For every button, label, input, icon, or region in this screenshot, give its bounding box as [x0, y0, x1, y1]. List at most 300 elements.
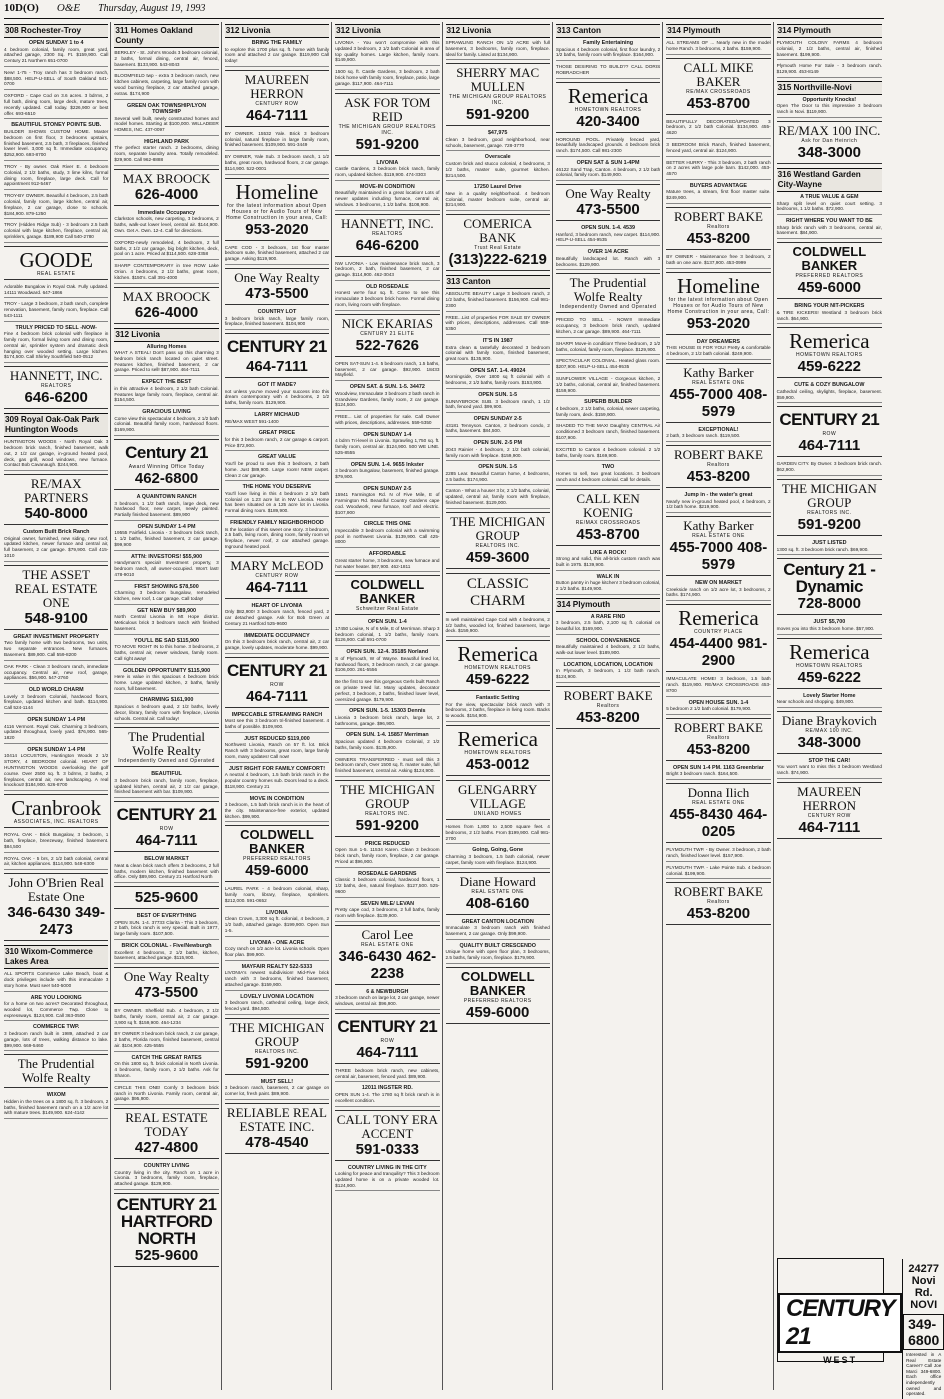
ad-body: Classic 3 bedroom colonial, hardwood floors, 1 1/2 baths, den, natural fireplace. $127,500. 525-9600: [335, 877, 440, 894]
ad-body: FREE... List of properties for sale. Call Owner with prices, descriptions, addresses. 559-5350: [335, 414, 440, 425]
ad-body: TROY-BY OWNER. Beautiful 4 bedroom, 2.5 bath colonial, family room, large kitchen, central air, fireplace, 2 car garage, close to schools. $184,900. 879-1250: [4, 193, 109, 216]
realtor-logo-block: [666, 445, 770, 488]
realtor-logo-block: [114, 287, 218, 324]
classified-ad: [446, 40, 550, 60]
realtor-name: Kathy Barker: [683, 518, 754, 534]
classified-ad: [556, 464, 660, 485]
ad-headline: Overscale: [484, 154, 511, 161]
realtor-name: CALL MIKE BAKER: [683, 59, 754, 89]
ad-headline: LOCATION, LOCATION, LOCATION: [563, 661, 653, 668]
ad-body: BY OWNER. Sheffield Sub. 4 bedroom, 2 1/2 baths, family room, central air, 2 car garage. 3,900 sq ft. $159,900. 464-1234: [114, 1008, 219, 1025]
realtor-logo-block: [335, 314, 439, 357]
ad-body: THIS HOUSE IS FOR YOU! Pretty & comfortable 4 bedroom, 2 1/2 bath colonial. $249,900.: [666, 345, 771, 356]
ad-body: 4 bedroom, 2 1/2 baths, colonial, newer carpeting, family room, deck. $159,900.: [555, 405, 661, 417]
classified-ad: [666, 183, 770, 204]
realtor-phone: 453-8700: [686, 94, 751, 112]
ad-headline: LIVONIA - ONE ACRE: [249, 939, 305, 946]
classified-ad: [335, 160, 439, 181]
classified-ad: [114, 103, 218, 136]
realtor-phone: 453-8200: [576, 708, 640, 726]
classified-ad: [225, 603, 329, 630]
ad-headline: TRULY PRICED TO SELL -NOW-: [15, 324, 97, 331]
column-8: [777, 22, 884, 1390]
realtor-name: ROBERT BAKE: [673, 884, 763, 900]
ad-body: Canton - What a house! 3 br, 2 1/2 baths, colonial, updated, central air, family room with fireplace, finished basement. $129,000.: [445, 488, 550, 505]
realtor-name: THE ASSET REAL ESTATE ONE: [14, 566, 98, 610]
classified-ad: [335, 414, 439, 429]
realtor-tagline: HOMETOWN REALTORS: [574, 106, 642, 113]
realtor-logo-block: [114, 169, 218, 206]
ad-body: IMMACULATE HOME! 3 bedroom, 1.5 bath ranch. $119,900. RE/MAX CROSSROADS 453-8700: [666, 676, 771, 693]
classified-ad: [556, 225, 660, 246]
ad-headline: NEW ON MARKET: [695, 580, 742, 587]
classified-ad: [666, 700, 770, 715]
ad-body: OPEN SUN 1-4. The 1780 sq ft brick ranch is in excellent condition.: [335, 1091, 440, 1103]
ad-body: ABSOLUTE BEAUTY Large 3 bedroom ranch, 2 1/2 baths, finished basement. $156,900. Call 981-2300: [445, 291, 550, 308]
ad-headline: MOVE-IN CONDITION: [359, 183, 415, 190]
ad-headline: OLD ROSEDALE: [365, 283, 409, 290]
realtor-logo-block: [114, 886, 218, 909]
realtor-logo-block: [4, 565, 108, 630]
ad-headline: BELOW MARKET: [144, 856, 189, 863]
ad-body: 3 bedroom, 1 1/2 bath ranch, large deck, new hardwood floor, new carpet, newly painted. Partially finished basement. $89,900: [114, 500, 219, 518]
classified-ad: [777, 40, 882, 60]
realtor-name: The Prudential Wolfe Realty: [128, 729, 206, 759]
realtor-name: COLDWELL BANKER: [350, 577, 425, 607]
ad-body: Come view this spectacular 4 bedroom, 2 1/2 bath colonial. Beautiful family room, hardwood floors. $169,900.: [114, 415, 219, 433]
classified-ad: [4, 122, 108, 160]
realtor-logo-block: [225, 556, 329, 599]
realtor-tagline: HOMETOWN REALTORS: [796, 352, 863, 359]
realtor-logo-block: [225, 70, 329, 127]
realtor-name: Cranbrook: [11, 796, 102, 821]
realtor-phone: 464-7111: [246, 358, 308, 376]
classified-ad: [777, 303, 882, 324]
realtor-logo-block: [556, 686, 660, 729]
classified-ad: [666, 40, 770, 55]
ad-body: OPEN SAT-SUN 1-4. 5 bedroom ranch, 1.5 baths, basement, 2 car garage. $92,900. 18433 Mayfield.: [335, 360, 440, 378]
classified-ad: [446, 338, 550, 365]
ad-body: CIRCLE THIS ONE! Comfy 3 bedroom brick ranch in North Livonia. Family room, central air, garage. $95,900.: [114, 1084, 219, 1102]
ad-body: Sharp split level on quiet court setting. 3 bedrooms, 1 1/2 baths. $72,900.: [776, 200, 882, 212]
realtor-name: THE MICHIGAN GROUP: [781, 481, 877, 511]
ad-headline: Custom Built Brick Ranch: [22, 529, 90, 536]
classified-ad: [446, 488, 550, 508]
classified-ad: [335, 901, 439, 922]
ad-body: TROY - By owner. Oak River E. 4 bedroom Colonial, 2 1/2 baths, study, 3 lime kilns, formal dining room, fireplace, large deck. Call for appointment 912-5467: [4, 163, 109, 187]
classified-ad: [114, 1008, 218, 1028]
ad-body: 15941 Farmington Rd. N of Five Mile, E of Farmington Rd. Beautiful Country Gardens cape cod. Woodwork, new furnace, roof and electric. $107,900: [335, 492, 440, 515]
classified-ad: [114, 554, 218, 581]
ad-body: SPECTACULAR COLONIAL. Heated glass room. $207,900. HELP-U-SELL 454-9535: [555, 358, 661, 370]
classified-ad: [114, 524, 218, 551]
classified-ad: [335, 551, 439, 572]
ad-body: 2285 Lear. Beautiful Canton home, 4 bedrooms, 2.5 baths. $174,900.: [445, 470, 550, 482]
ad-body: SUNFLOWER VILLAGE - Gorgeous kitchen, 2 1/2 baths, colonial, central air, finished basement. $159,900.: [555, 375, 661, 393]
ad-headline: CIRCLE THIS ONE: [363, 521, 411, 528]
realtor-name: John O'Brien Real Estate One: [8, 875, 104, 905]
ad-body: Strong and solid, this all-brick custom ranch was built in 1975. $139,900.: [555, 556, 661, 567]
ad-body: Extra clean & tastefully decorated 3 bedroom colonial with family room, finished basement, great room. $135,900.: [445, 344, 550, 362]
realtor-logo-block: [114, 1108, 218, 1159]
ad-headline: ATTN: INVESTORS! $55,900: [131, 553, 203, 560]
realtor-tagline: ASSOCIATES, INC. REALTORS: [13, 819, 99, 826]
ad-body: SHADED TO THE MAX! Daughtry CENTRAL Air conditioned 3 bedroom ranch, finished basement. $107,900.: [555, 423, 661, 441]
page-number: 10D(O): [4, 2, 39, 14]
ad-headline: QUALITY BUILT CRESCENDO: [459, 942, 536, 949]
realtor-phone: 953-2020: [686, 314, 751, 332]
classified-ad: [225, 766, 329, 793]
ad-body: 17450 Louise, N of 6 Mile, E of Merriman. Sharp 3 bedroom colonial, 1 1/2 baths, family room. $126,900. Call 591-0700: [335, 625, 440, 643]
classified-ad: [4, 1024, 108, 1051]
classified-ad: [335, 619, 439, 646]
ad-body: 3 bedroom ranch built in 1989, attached 2 car garage, lots of trees, walking distance to lake. $99,900. 669-5460: [4, 1030, 109, 1048]
classified-ad: [335, 841, 439, 868]
ad-headline: LIVONIA: [266, 909, 288, 916]
realtor-phone: 626-4000: [134, 303, 199, 321]
ad-body: Two family home with two bedrooms, two units, two separate entrances. New furnaces. Basement. $89,900. Call 559-8200: [4, 640, 109, 657]
classified-ad: [4, 664, 108, 684]
classified-ad: [556, 64, 660, 79]
ad-body: 19555 Fairfield. Livonia - 3 bedroom brick ranch, 1 1/2 baths, finished basement, 2 car garage. $99,900: [114, 530, 219, 547]
ad-headline: EXCEPTIONAL!: [698, 426, 739, 433]
column-1: [4, 22, 111, 1390]
classified-ad: [114, 638, 218, 665]
section-header: 312 Livonia: [225, 24, 329, 38]
realtor-tagline: CENTURY 21 ELITE: [360, 330, 415, 337]
classified-ad: [4, 325, 108, 363]
realtor-phone: 420-3400: [576, 112, 640, 130]
realtor-logo-block: [335, 575, 439, 615]
realtor-phone: 459-6000: [245, 862, 309, 880]
realtor-tagline: Realtors: [596, 702, 620, 709]
realtor-tagline: RE/MAX CROSSROADS: [575, 519, 641, 526]
ad-body: Creekside ranch on 1/2 acre lot, 3 bedrooms, 2 baths. $174,900.: [666, 586, 771, 598]
ad-body: Neat & clean brick ranch offers 3 bedrooms, 2 full baths, modern kitchen, finished basement with office. Only $89,900. Century 21 Hartford North: [114, 862, 219, 880]
classified-ad: [335, 989, 439, 1010]
ad-headline: OPEN SUN 1-4 PM. 1163 Greenbriar: [673, 764, 764, 771]
classified-ad: [114, 1055, 218, 1082]
classified-ad: [114, 263, 218, 283]
ad-headline: GET NEW BUY $89,900: [137, 607, 197, 614]
realtor-name: CENTURY 21: [227, 660, 327, 680]
realtor-logo-block: [335, 1110, 439, 1161]
classified-ad: [446, 291, 550, 311]
realtor-logo-block: [777, 711, 882, 754]
realtor-logo-block: [114, 801, 218, 852]
ad-body: 3 bedroom ranch, basement, 2 car garage on corner lot, fresh paint. $89,900.: [224, 1085, 330, 1097]
realtor-name: RE/MAX PARTNERS: [23, 476, 89, 506]
ad-body: Morningside, Over 1800 sq ft colonial with 4 bedrooms, 2 1/2 baths, family room. $153,900.: [445, 374, 550, 386]
realtor-name: NICK EKARIAS: [341, 315, 433, 331]
ad-body: Homes from 1,800 to 2,500 square feet. 4 bedrooms, 2 1/2 baths. From $199,900. Call 981-2700: [445, 824, 550, 841]
classified-ad: [556, 662, 660, 683]
realtor-logo-block: [777, 406, 882, 457]
realtor-phone: 591-9200: [465, 106, 530, 124]
classified-ad: [114, 1031, 218, 1051]
ad-body: for a home on two acres? Decorated throughout, wooded lot, Commerce Twp. Close to expressways. $124,900. Call 363-0500: [4, 1001, 109, 1018]
ad-body: 3 BEDROOM Brick Ranch, finished basement, fenced yard, central air. $124,900.: [666, 141, 771, 153]
realtor-logo-block: [4, 794, 108, 828]
ad-body: Clean Crown, 3,300 sq ft. colonial, 4 bedroom, 2 1/2 bath, attached garage. $199,900. Open Sun 1-5.: [224, 916, 330, 933]
classified-ad: [556, 638, 660, 659]
ad-body: Spacious 4 bedroom colonial, first floor laundry, 2 1/2 baths, family room with fireplace. $164,900.: [555, 46, 661, 58]
ad-body: Immaculate 3 bedroom ranch with finished basement, 2 car garage. Only $99,900.: [445, 925, 550, 936]
ad-body: 2 bath, 3 bedroom ranch. $119,500.: [666, 433, 741, 439]
realtor-phone: 408-6160: [465, 894, 530, 912]
ad-headline: A TRUE VALUE & GEM: [800, 194, 859, 201]
classified-ad: [666, 339, 770, 360]
realtor-logo-block: [225, 1103, 329, 1154]
ad-body: Woodview, Immaculate 3 bedroom 2 bath ranch in Grandview Gardens, family room, 2 car garage. $124,500.: [335, 390, 440, 408]
classified-ad: [335, 757, 439, 777]
ad-headline: $47,975: [487, 130, 508, 137]
realtor-name: Remerica: [789, 639, 870, 664]
ad-body: Original owner, furnished, new siding, new roof, updated kitchen, newer furnace and central air, full basement, 2 car garage. $79,900. Call 415-1010: [4, 535, 109, 559]
ad-headline: JUST RIGHT FOR FAMILY COMFORT!: [228, 765, 325, 772]
ad-body: Spacious updated 4 bedroom Colonial, 2 1/2 baths, family room. $135,900.: [335, 738, 440, 750]
ad-body: North Central Livonia in Mt Hope district. Meticulous brick 3 bedroom ranch with finished basement.: [114, 614, 219, 631]
realtor-name: ROBERT BAKE: [673, 209, 763, 225]
realtor-name: CENTURY 21: [337, 1016, 438, 1036]
ad-headline: OPEN SUNDAY 1 to 4: [28, 40, 84, 46]
realtor-name: MAUREEN HERRON: [797, 784, 862, 814]
realtor-tagline: Independently Owned and Operated: [559, 304, 657, 311]
realtor-logo-block: [556, 184, 660, 221]
classified-ad: [556, 550, 660, 571]
section-header: 314 Plymouth: [777, 24, 882, 38]
ad-body: SUNNYBROOK SUB. 3 bedroom ranch, 1 1/2 bath, fenced yard. $99,900.: [445, 398, 550, 410]
classified-ad: [666, 765, 770, 780]
realtor-logo-block: [446, 640, 550, 691]
realtor-tagline: PREFERRED REALTORS: [463, 997, 532, 1004]
realtor-logo-block: [666, 882, 770, 925]
realtor-logo-block: [777, 479, 882, 536]
realtor-phone: (313)222-6219: [448, 251, 547, 269]
realtor-phone: 591-0333: [355, 1140, 420, 1158]
classified-ad: [114, 771, 218, 798]
classified-ad: [777, 540, 882, 555]
ad-body: SPRAWLING RANCH ON 1/2 ACRE with full basement, 3 bedrooms, family room, fireplace. Ideal for family. Listed at $134,900.: [445, 40, 550, 57]
ad-body: Open The Door to this impressive 3 bedroom ranch in Novi. $119,900.: [776, 103, 882, 115]
classified-ad: [225, 964, 329, 991]
classified-ad: [446, 695, 550, 722]
realtor-logo-block: [777, 121, 882, 164]
realtor-phone: 591-9200: [245, 1054, 309, 1072]
ad-body: Charming 3 bedroom bungalow, remodeled kitchen, new roof, 1 car garage. Call today!: [114, 590, 219, 601]
realtor-logo-block: [666, 207, 770, 250]
realtor-name: MAUREEN HERRON: [244, 71, 310, 101]
ad-body: Plymouth Home For Sale - 3 bedroom ranch. $129,900. 453-8149: [776, 63, 882, 75]
realtor-phone: 464-7111: [135, 832, 198, 850]
ad-body: BEAUTIFULLY DECORATED/UPDATED 3 bedroom, 2 1/2 bath Colonial. $134,900. 455-4620: [666, 118, 771, 136]
ad-headline: RIGHT WHERE YOU WANT TO BE: [785, 218, 873, 225]
classified-ad: [777, 97, 882, 118]
ad-body: WHAT A STEAL! Don't pass up this charming 3 bedroom brick ranch located on quiet street. Features kitchen, finished basement, 2 car garage. Priced to sell! $87,900. 464-7111: [114, 350, 219, 373]
classified-ad: [446, 617, 550, 637]
ad-body: not unless you've moved your success into this dream contemporary with 4 bedrooms, 2 1/2 baths, family room. $129,900.: [224, 388, 330, 406]
ad-body: In Plymouth, 3 bedroom, 1 1/2 bath ranch. $124,900.: [555, 668, 661, 680]
ad-body: NW LIVONIA - Low maintenance brick ranch, 3 bedroom, 2 bath, finished basement, 2 car garage. $114,900. 462-3043: [335, 260, 440, 278]
ad-body: Castle Gardens, 3 bedroom brick ranch, family room, updated kitchen. $119,900. 474-3303: [335, 166, 440, 177]
classified-ad: [777, 218, 882, 239]
realtor-phone: 540-8000: [24, 505, 88, 523]
ad-body: LIVONIA's newest subdivision! Mid-Five brick ranch with 3 bedrooms, finished basement, attached garage. $159,900.: [224, 970, 330, 987]
ad-headline: Lovely Starter Home: [803, 692, 856, 699]
section-header: 311 Homes Oakland County: [114, 24, 218, 48]
realtor-phone: 459-6222: [465, 671, 530, 689]
classified-ad: [446, 919, 550, 940]
ad-headline: OPEN SUN. 1-4. 4539: [581, 225, 636, 232]
ad-headline: OPEN SUN. 1-4. 9655 Inkster: [350, 461, 424, 468]
classified-ad: [114, 1163, 218, 1190]
ad-headline: LARRY MICHAUD: [254, 412, 300, 419]
classified-ad: [666, 160, 770, 180]
realtor-name: MARY McLEOD: [230, 557, 324, 573]
ad-headline: FRIENDLY FAMILY NEIGHBORHOOD: [230, 520, 324, 527]
classified-ad: [225, 309, 329, 330]
ad-headline: SEVEN MILE/ LEVAN: [360, 900, 415, 907]
section-header: 314 Plymouth: [666, 24, 770, 38]
section-header: 313 Canton: [556, 24, 660, 38]
ad-body: BLOOMFIELD twp - extra 3 bedroom ranch, new kitchen cabinets, carpeting, large family room with wood burning fireplace, 2 car attached garage, extras. $174,900: [114, 73, 219, 96]
ad-headline: COMMERCE TWP.: [33, 1024, 80, 1031]
ad-body: 10414 LOCUSTON, Huntington Woods 2 1/2 STORY, 4 BEDROOM colonial. HEART OF HUNTINGTON WOODS overlooking the golf course. Over 2500 sq. ft. 3 bdrms, 2 baths, 2 fireplaces, central air, new landscaping. A real knockout! $184,900. 626-8700: [4, 753, 109, 788]
classified-ad: [114, 943, 218, 964]
realtor-name: MAX BROOCK: [122, 288, 211, 304]
ad-body: BETTER HURRY - This 3 bedroom, 2 bath ranch on 2 acres with large pole barn. $142,000. 453-4570: [666, 159, 771, 177]
classified-ad: [666, 580, 770, 601]
classified-ad: [225, 633, 329, 654]
section-header: 314 Plymouth: [556, 598, 660, 612]
ad-headline: OVER 1/4 ACRE: [587, 249, 629, 256]
realtor-phone: 346-6430 462-2238: [338, 947, 437, 982]
realtor-tagline: REAL ESTATE ONE: [360, 941, 414, 948]
classified-ad: [556, 341, 660, 356]
classified-ad: [114, 344, 218, 377]
realtor-name: Remerica: [678, 606, 759, 631]
ad-body: in this attractive 4 bedroom, 2 1/2 bath Colonial. Features large family room, fireplace, central air. $154,500.: [114, 385, 219, 403]
ad-headline: LOVELY LIVONIA LOCATION: [240, 993, 314, 1000]
classified-ad: [335, 462, 439, 483]
classified-ad: [114, 584, 218, 605]
classified-ad: [777, 194, 882, 215]
realtor-logo-block: [777, 782, 882, 839]
ad-headline: Going, Going, Gone: [472, 847, 524, 854]
realtor-tagline: REAL ESTATE ONE: [692, 800, 745, 807]
ad-body: You'll love living in this 4 bedroom 2 1/2 bath Colonial on 1.23 acre lot in NW Livonia. Home has been situated on a 125 acre lot in Livonia. Formal dining room. $189,900.: [224, 490, 330, 514]
realtor-tagline: REALTORS INC.: [475, 542, 520, 549]
ad-headline: HIGHLAND PARK: [144, 138, 189, 145]
ad-headline: OPEN SUN. 1-5: [478, 392, 518, 399]
realtor-phone: 348-3000: [797, 733, 862, 751]
ad-headline: TWO: [601, 464, 615, 471]
classified-ad: [556, 317, 660, 337]
ad-headline: OPEN SAT & SUN 1-4PM: [576, 160, 640, 167]
ad-body: SHARP! Move-in condition! Three bedroom, 2 1/2 baths, colonial, family room, fireplace. $129,900.: [555, 340, 661, 352]
realtor-logo-block: [666, 783, 770, 843]
classified-ad: [335, 184, 439, 211]
classified-ad: [556, 423, 660, 443]
classified-ad: [114, 856, 218, 883]
realtor-logo-block: [335, 780, 439, 837]
realtor-name: Century 21: [125, 443, 208, 462]
realtor-tagline: for the latest information about Open Houses or for Audio Tours of New Home Construction in your area, Call:: [667, 296, 770, 315]
ad-headline: STOP THE CAR!: [808, 757, 851, 764]
column-2: [114, 22, 221, 1390]
realtor-logo-block: [666, 363, 770, 423]
realtor-name: Kathy Barker: [683, 364, 754, 380]
ad-body: 5 bedroom 2 1/2 bath colonial. $179,900.: [666, 706, 752, 712]
ad-body: Country living in the city. Ranch on 1 acre in Livonia. 3 bedrooms, family room, fireplace, attached garage. $129,900.: [114, 1169, 219, 1187]
ad-headline: COUNTRY LIVING IN THE CITY: [347, 1164, 427, 1171]
century21-mark: CENTURY 21: [778, 1293, 902, 1353]
realtor-name: Remerica: [457, 727, 538, 752]
classified-ad: [225, 796, 329, 823]
ad-body: Is the location of this sweet one story. 3 bedroom, 2.5 bath, living room, dining room, family room w/ fireplace, newer roof, 2 car attached garage. Inground heated pool.: [224, 526, 330, 549]
realtor-tagline: Realtors: [707, 462, 730, 469]
realtor-tagline: REALTORS INC.: [807, 510, 852, 517]
ad-body: ALL SPORTS Commerce Lake Beach, boat & dock privileges include with this immaculate 3 story home. Must see! 540-5000: [4, 971, 109, 988]
classified-ad: [335, 679, 439, 705]
classified-ad: [335, 1165, 439, 1192]
realtor-phone: 462-6800: [134, 470, 199, 487]
realtor-phone: 459-3600: [465, 548, 530, 566]
realtor-phone: 459-6000: [797, 279, 862, 297]
ad-headline: COUNTRY LIVING: [143, 1163, 190, 1170]
realtor-tagline: ROW: [270, 681, 284, 688]
realtor-tagline: THE MICHIGAN GROUP REALTORS INC.: [338, 123, 437, 136]
ad-body: Cathedral ceiling, skylights, fireplace, basement. $59,900.: [776, 388, 882, 400]
realtor-phone: 453-8200: [686, 905, 751, 923]
ad-headline: THE HOME YOU DESERVE: [242, 484, 312, 491]
classified-ad: [225, 454, 329, 481]
ad-body: & TIRE KICKERS! Westland 3 bedroom brick ranch. $64,900.: [776, 309, 882, 321]
realtor-tagline: REALTORS: [40, 383, 72, 390]
realtor-phone: 464-7111: [798, 437, 861, 455]
classified-ad: [114, 379, 218, 406]
classified-ad: [225, 131, 329, 151]
ad-headline: Family Entertaining: [583, 40, 634, 46]
ad-body: LIVONIA - You won't compromise with this updated 3 bedroom, 2 1/2 bath Colonial in area of top quality homes. Large kitchen, family room. $149,900.: [335, 40, 440, 63]
ad-body: OPEN SUN. 1-4. 37733 Clarita - This 3 bedroom, 2 bath, brick ranch is very special. Built in 1977, large family room. $107,500.: [114, 919, 219, 937]
ad-body: Hidden in the trees on a 1800 sq. ft. 3 bedroom, 2 baths, finished basement ranch on a 1/2 acre lot with mature trees. $149,900. 624-4142: [4, 1098, 109, 1116]
realtor-name: COMERICA BANK: [463, 216, 532, 246]
realtor-tagline: REALTORS INC.: [254, 1048, 300, 1055]
ad-body: to explore this 1700 plus sq. ft. home with family room and attached 2 car garage. $119,900 Call today!: [224, 46, 330, 64]
ad-body: TROY - Large 3 bedroom, 2 bath ranch, complete renovation, basement, family room, fireplace. Call 543-1111: [4, 301, 109, 318]
realtor-phone: 473-5500: [576, 201, 640, 219]
ad-body: Clarkston schools, new carpeting, 3 bedrooms, 2 baths, walk-out lower level, central air. $144,900. Own. Get A. Own. 12-4. Call for directions.: [114, 216, 219, 233]
ad-headline: OPEN SUNDAY 1-4 PM: [137, 523, 196, 530]
classified-ad: [225, 40, 329, 67]
ad-body: Spacious 4 bedroom quad, 2 1/2 baths, lovely decor, library, family room with fireplace, Livonia schools. Central air. Call today!: [114, 703, 219, 721]
ad-body: Cozy ranch on 1/2 acre lot. Livonia schools. Open floor plan. $99,900.: [224, 946, 330, 958]
realtor-name: SHERRY MAC MULLEN: [456, 65, 540, 95]
realtor-phone: 728-8000: [797, 595, 862, 613]
section-header: 315 Northville-Novi: [777, 81, 882, 95]
ad-body: S of Plymouth, W of Wayne. Beautiful lined lot, hardwood floors, 3 bedroom ranch, 2 car garage. $106,000. 261-5556: [335, 655, 440, 673]
classified-ad: [335, 708, 439, 729]
realtor-tagline: HOMETOWN REALTORS: [464, 750, 531, 757]
ad-body: moves you into this 3 bedroom home. $57,900.: [776, 625, 875, 631]
ad-body: for this 3 bedroom ranch, 2 car garage & carport. Price $72,900.: [224, 436, 330, 448]
realtor-name: CLASSIC CHARM: [466, 575, 529, 609]
realtor-logo-block: [446, 872, 550, 915]
classified-ad: [225, 1079, 329, 1100]
classified-ad: [225, 154, 329, 174]
ad-body: Near schools and shopping. $49,900.: [776, 699, 855, 705]
